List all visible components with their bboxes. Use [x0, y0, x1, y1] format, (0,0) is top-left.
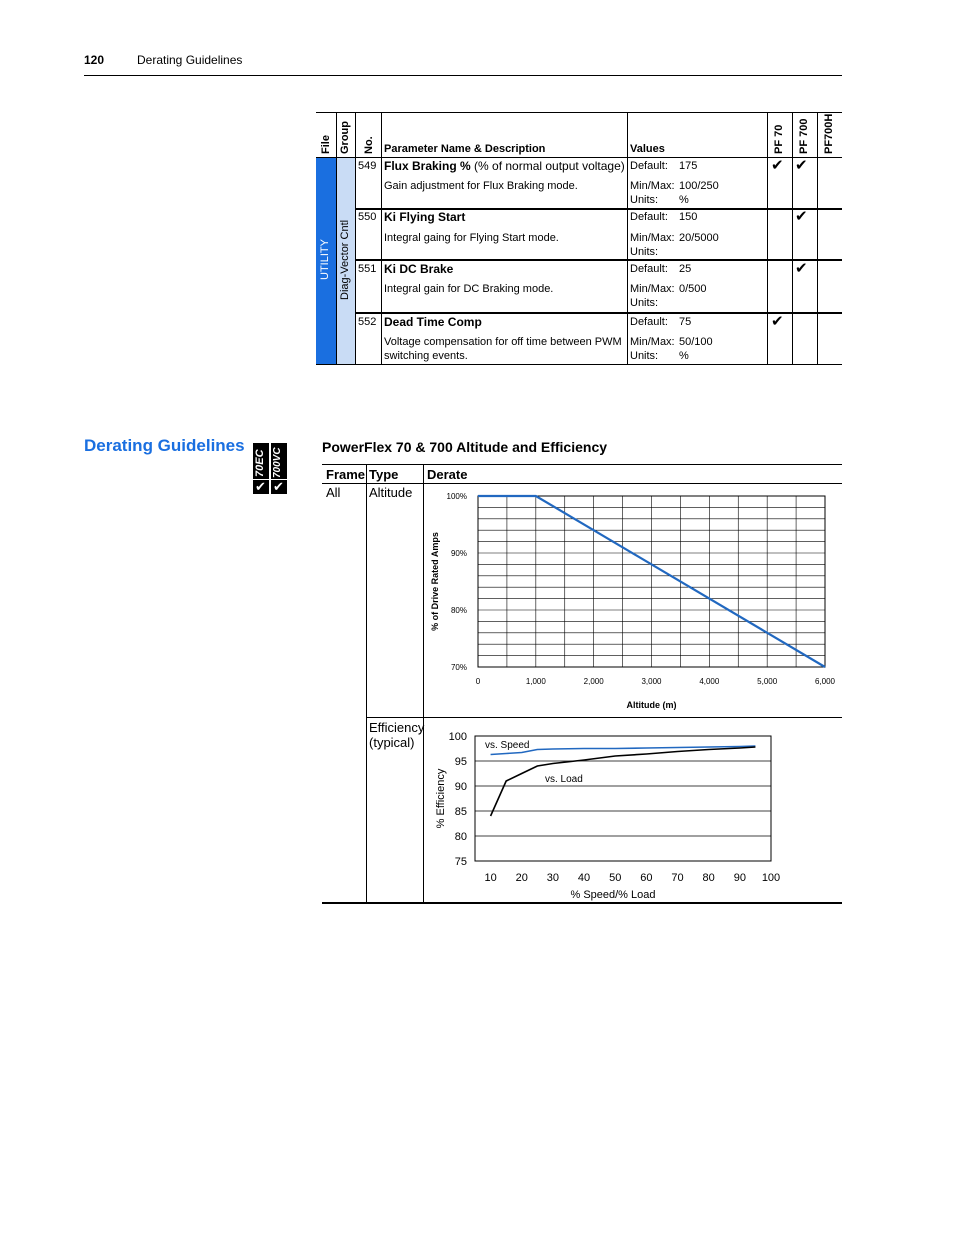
running-header: Derating Guidelines: [137, 53, 243, 67]
default-value: 25: [679, 263, 692, 275]
type-efficiency-note: (typical): [369, 735, 415, 750]
series-line: [491, 746, 756, 755]
y-axis-label: % of Drive Rated Amps: [430, 532, 440, 631]
series-line: [491, 747, 756, 816]
file-label: UTILITY: [319, 239, 331, 280]
default-value: 175: [679, 160, 698, 172]
minmax-label: Min/Max:: [630, 283, 675, 295]
x-tick-label: 4,000: [699, 677, 720, 686]
check-icon: ✔: [795, 157, 808, 174]
minmax-label: Min/Max:: [630, 232, 675, 244]
x-tick-label: 2,000: [583, 677, 604, 686]
x-axis-label: Altitude (m): [626, 700, 677, 710]
x-tick-label: 5,000: [757, 677, 778, 686]
derate-title: PowerFlex 70 & 700 Altitude and Efficiency: [322, 439, 608, 455]
x-axis-label: % Speed/% Load: [570, 889, 656, 901]
x-tick-label: 6,000: [814, 677, 836, 686]
series-label: vs. Load: [545, 774, 583, 785]
check-icon: ✔: [795, 260, 808, 277]
units-label: Units:: [630, 350, 659, 362]
default-value: 150: [679, 211, 698, 223]
parameter-table: [316, 112, 842, 365]
header-rule: [84, 75, 842, 76]
x-tick-label: 30: [546, 872, 560, 884]
units-label: Units:: [630, 246, 659, 258]
units-label: Units:: [630, 194, 659, 206]
param-description: Gain adjustment for Flux Braking mode.: [384, 180, 578, 192]
y-tick-label: 75: [454, 856, 467, 868]
check-icon: ✔: [273, 479, 284, 494]
type-efficiency: Efficiency: [369, 720, 425, 735]
param-name: Ki Flying Start: [384, 210, 466, 224]
default-label: Default:: [630, 211, 668, 223]
param-number: 552: [358, 316, 377, 328]
header-no: No.: [363, 136, 375, 154]
units-value: %: [679, 194, 689, 206]
header-group: Group: [339, 121, 351, 154]
check-icon: ✔: [795, 208, 808, 225]
header-derate: Derate: [427, 467, 468, 482]
x-tick-label: 80: [702, 872, 715, 884]
x-tick-label: 70: [671, 872, 684, 884]
header-name: Parameter Name & Description: [384, 143, 546, 155]
x-tick-label: 100: [761, 872, 781, 884]
param-description: Voltage compensation for off time between PWM switching events.: [384, 336, 622, 362]
header-file: File: [320, 135, 332, 154]
y-tick-label: 95: [454, 756, 467, 768]
minmax-value: 20/5000: [679, 232, 719, 244]
param-number: 549: [358, 160, 377, 172]
default-label: Default:: [630, 160, 668, 172]
group-label: Diag-Vector Cntl: [339, 219, 351, 300]
check-icon: ✔: [255, 479, 266, 494]
y-tick-label: 80%: [450, 606, 467, 615]
x-tick-label: 0: [475, 677, 481, 686]
check-icon: ✔: [771, 157, 784, 174]
y-tick-label: 100%: [446, 492, 467, 501]
badge-label: 700VC: [272, 447, 283, 478]
frame-value: All: [326, 485, 341, 500]
y-tick-label: 70%: [450, 663, 467, 672]
param-description: Integral gain for DC Braking mode.: [384, 283, 554, 295]
compat-badges: [253, 443, 287, 494]
x-tick-label: 40: [577, 872, 591, 884]
page-number: 120: [84, 53, 105, 67]
y-axis-label: % Efficiency: [435, 768, 447, 829]
efficiency-chart: [425, 722, 840, 902]
series-label: vs. Speed: [485, 740, 530, 751]
y-tick-label: 90: [454, 781, 467, 793]
param-name: Dead Time Comp: [384, 315, 482, 329]
x-tick-label: 20: [515, 872, 528, 884]
y-tick-label: 80: [454, 831, 467, 843]
minmax-value: 50/100: [679, 336, 713, 348]
y-tick-label: 100: [448, 731, 467, 743]
x-tick-label: 3,000: [641, 677, 662, 686]
default-label: Default:: [630, 316, 668, 328]
param-number: 551: [358, 263, 377, 275]
x-tick-label: 1,000: [525, 677, 546, 686]
type-altitude: Altitude: [369, 485, 413, 500]
minmax-value: 100/250: [679, 180, 719, 192]
header-values: Values: [630, 143, 665, 155]
units-value: %: [679, 350, 689, 362]
param-number: 550: [358, 211, 377, 223]
altitude-chart: [425, 485, 840, 715]
minmax-label: Min/Max:: [630, 180, 675, 192]
check-icon: ✔: [771, 313, 784, 330]
x-tick-label: 10: [484, 872, 497, 884]
param-name: Ki DC Brake: [384, 262, 454, 276]
param-description: Integral gaing for Flying Start mode.: [384, 232, 559, 244]
badge-label: 70EC: [254, 449, 266, 477]
x-tick-label: 90: [733, 872, 746, 884]
default-label: Default:: [630, 263, 668, 275]
x-tick-label: 50: [609, 872, 622, 884]
section-heading: Derating Guidelines: [84, 436, 245, 455]
minmax-label: Min/Max:: [630, 336, 675, 348]
header-type: Type: [369, 467, 399, 482]
y-tick-label: 90%: [450, 549, 467, 558]
header-pf700h: PF700H: [823, 113, 835, 154]
y-tick-label: 85: [454, 806, 467, 818]
x-tick-label: 60: [640, 872, 653, 884]
minmax-value: 0/500: [679, 283, 707, 295]
header-pf700: PF 700: [798, 118, 810, 154]
header-frame: Frame: [326, 467, 366, 482]
header-pf70: PF 70: [773, 124, 785, 154]
default-value: 75: [679, 316, 692, 328]
units-label: Units:: [630, 297, 659, 309]
param-name: Flux Braking % (% of normal output voltage): [384, 159, 625, 173]
